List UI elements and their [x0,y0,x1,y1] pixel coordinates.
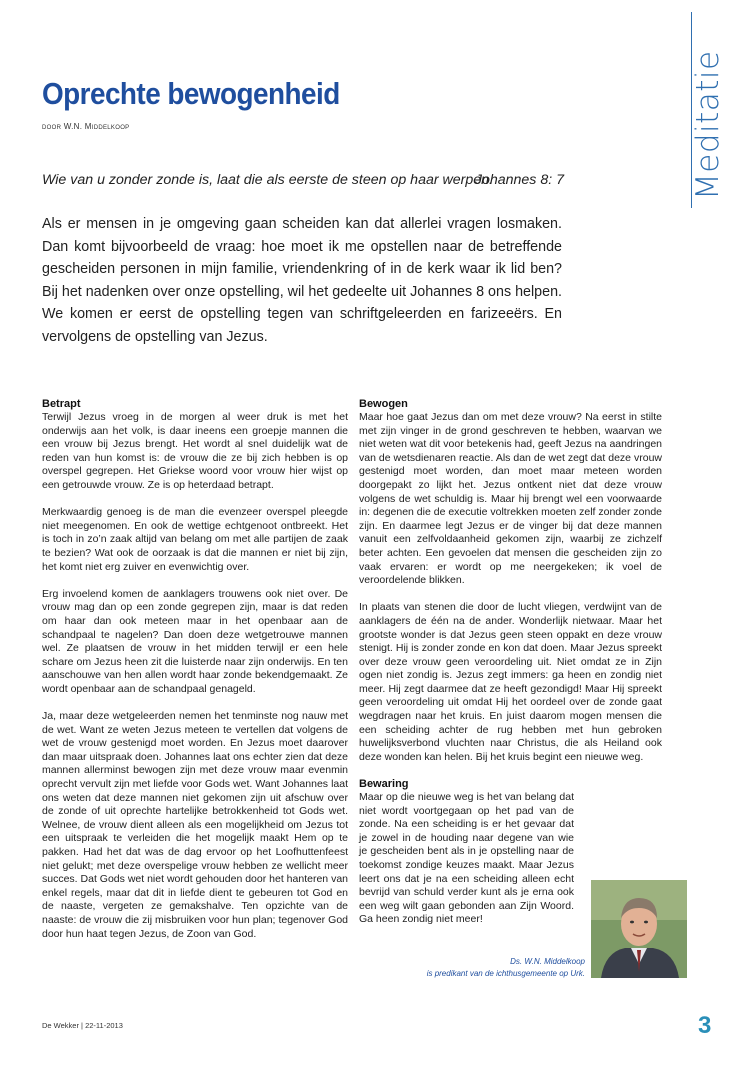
byline [42,122,129,131]
paragraph: Merkwaardig genoeg is de man die evenzeer overspel pleegde niet meegenomen. En ook de wettige echtgenoot ontbreekt. Het is toch in zo’n zaak altijd van belang om met alle partijen de zaak te bezien? Wat ook de oorzaak is dat die mannen er niet bij zijn, het komt niet erg zuiver en evenwichtig over. [42,506,348,573]
section-label [682,50,728,210]
article-title: Oprechte bewogenheid [42,76,340,111]
paragraph: Maar op die nieuwe weg is het van belang dat niet wordt voortgegaan op het pad van de zonde. Na een scheiding is er het gevaar dat je zowel in de houding naar degene van wie je gescheiden bent als in je opstelling naar de toekomst zondige keuzes maakt. Maar Jezus leert ons dat je na een scheiding alleen echt bevrijd van schuld verder kunt als je erna ook een weg wilt gaan gebonden aan Zijn Woord. Ga heen zondig niet meer! [359,791,574,926]
page-number: 3 [698,1012,712,1039]
bible-quote [42,172,564,188]
heading-betrapt: Betrapt [42,398,81,410]
quote-text: Wie van u zonder zonde is, laat die als eerste de steen op haar werpen. [42,172,493,188]
paragraph: In plaats van stenen die door de lucht vliegen, verdwijnt van de aanklagers de één na de ander. Wonderlijk nietwaar. Maar het grootste wonder is dat Jezus geen steen oppakt en deze vrouw stenigt. Hij is zonder zonde en kon dat doen. Maar Jezus spreekt over deze vrouw geen veroordeling uit. Niet omdat ze in Zijn ogen niet zondig is. Jezus zegt immers: ga heen en zondig niet meer. Hij zegt daarmee dat ze heeft gezondigd! Maar Hij spreekt geen veroordeling uit omdat Hij het oordeel over de zonde gaat wegdragen naar het kruis. En juist daarom mogen mensen die een scheiding achter de rug hebben met hun gebroken huwelijksverbond vluchten naar Christus, die als Heiland ook deze wonden kan helen. Bij het kruis begint een nieuwe weg. [359,601,662,763]
right-column [359,398,662,941]
author-role: is predikant van de ichthusgemeente op Urk. [426,969,585,978]
paragraph: Maar hoe gaat Jezus dan om met deze vrouw? Na eerst in stilte met zijn vinger in de grond geschreven te hebben, waarvan we niet weten wat dit voor betekenis had, geeft Jezus na aandringen van de wetsdienaren reactie. Als dan de wet zegt dat deze vrouw gestenigd moet worden, dan moet maar meteen worden doorgepakt zo lijkt het. Jezus ontkent niet dat deze vrouw volgens de wet schuldig is. Maar hij brengt wel een voorwaarde in: degenen die de executie voltrekken moeten zelf zonder zonde zijn. En daarmee legt Jezus er de vinger bij dat deze mannen vanuit een zelfvoldaanheid gekomen zijn, waarbij ze zichzelf beter achten. Een gevoelen dat mensen die gescheiden zijn zo vaak ervaren: er wordt op me neergekeken; ik voel de veroordelende blikken. [359,411,662,587]
section-label-text: Meditatie [690,50,726,200]
paragraph: Terwijl Jezus vroeg in de morgen al weer druk is met het onderwijs aan het volk, is daar ineens een groepje mannen die een vrouw bij Jezus brengt. Het wordt al snel duidelijk wat de reden van hun komst is: de vrouw die ze bij zich hebben is op overspel gegrepen. Het Griekse woord voor vrouw hier wijst op een getrouwde vrouw. Ze is op heterdaad betrapt. [42,411,348,491]
footer-publication: De Wekker | 22-11-2013 [42,1021,123,1030]
paragraph: Ja, maar deze wetgeleerden nemen het tenminste nog nauw met de wet. Want ze weten Jezus meteen te vertellen dat volgens de wet de vrouw gestenigd moet worden. En Jezus moet daarover dan maar uitspraak doen. Johannes laat ons echter zien dat deze mannen allerminst bewogen zijn met deze vrouw maar evenmin oprecht vervult zijn met liefde voor Gods wet. Want Johannes laat ons weten dat deze mannen niet gekomen zijn uit afschuw over de zonde of uit oprechte hartelijke betrokkenheid tot Gods wet. Welnee, de vrouw dient alleen als een mogelijkheid om Jezus tot een uitspraak te verleiden die het mogelijk maakt Hem op te pakken. Had het dat was de dag ervoor op het Loofhuttenfeest niet gelukt; met deze overspelige vrouw hebben ze wellicht meer succes. Dat Gods wet niet wordt gehouden door het hanteren van enkel regels, maar dat dit in liefde dient te gebeuren tot God en de naaste, vergeten ze gemakshalve. Ten opzichte van de naaste: de vrouw die zij misbruiken voor hun plan; tegenover God door hun haat tegen Jezus, de Zoon van God. [42,710,348,940]
intro-paragraph: Als er mensen in je omgeving gaan scheiden kan dat allerlei vragen losmaken. Dan komt bijvoorbeeld de vraag: hoe moet ik me opstellen naar de betreffende gescheiden personen in mijn familie, vriendenkring of in de kerk waar ik lid ben? Bij het nadenken over onze opstelling, wil het gedeelte uit Johannes 8 ons helpen. We komen er eerst de opstelling tegen van schriftgeleerden en farizeeërs. En vervolgens de opstelling van Jezus. [42,216,562,345]
left-column [42,398,348,955]
author-caption [405,956,585,980]
quote-reference: Johannes 8: 7 [474,172,564,188]
author-name: Ds. W.N. Middelkoop [510,957,585,966]
heading-bewaring: Bewaring [359,778,409,791]
heading-bewogen: Bewogen [359,398,408,410]
byline-author: W.N. Middelkoop [63,122,130,131]
byline-prefix: door [42,122,62,131]
author-photo [591,880,687,978]
paragraph: Erg invoelend komen de aanklagers trouwens ook niet over. De vrouw mag dan op een zonde gegrepen zijn, maar is dat reden om haar dan ook meteen maar in het openbaar aan de schandpaal te nagelen? Dan doen deze wetgetrouwe mannen wel. Ze plaatsen de vrouw in het midden terwijl er een hele schare om Jezus heen zit die luisterde naar zijn onderwijs. En ten aanschouwe van hen allen wordt haar zonde bekendgemaakt. Ze wordt openbaar aan de schandpaal genageld. [42,587,348,695]
author-portrait-icon [591,880,687,978]
